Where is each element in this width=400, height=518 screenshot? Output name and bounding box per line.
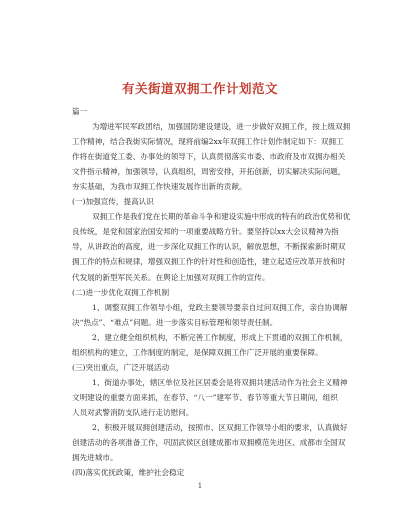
- paragraph-line: 文明建设的重要方面来抓，在春节、“八一”建军节、春节等重大节日期间，组织: [72, 392, 338, 402]
- section-heading: (一)加强宣传，提高认识: [72, 197, 154, 207]
- paragraph-line: 2、建立健全组织机构，不断完善工作制度，形成上下贯通的双拥工作机制，: [92, 332, 348, 342]
- paragraph-line: 人员对武警消防支队进行走访慰问。: [72, 407, 194, 417]
- paragraph-line: 工作精神，结合我街实际情况，现将前编2xx年双拥工作计划作制定如下：双拥工: [72, 137, 344, 147]
- paragraph-line: 创建活动的各项准备工作，巩固武侯区创建成都市双拥模范先进区、成都市全国双: [72, 437, 346, 447]
- section-label: 篇一: [72, 107, 88, 116]
- paragraph-line: 拥工作的特点和规律，增强双拥工作的针对性和创造性，建立起适应改革开放和时: [72, 257, 346, 267]
- paragraph-line: 1、街道办事处，辖区单位及社区居委会是将双拥共建活动作为社会主义精神: [92, 377, 348, 387]
- paragraph-line: 夯实基础，为我市双拥工作快速发展作出新的贡献。: [72, 182, 247, 192]
- paragraph-line: 代发展的新型军民关系。在舆论上加强对双拥工作的宣传。: [72, 272, 270, 282]
- paragraph-line: 2、积极开展双拥创建活动，按照市、区双拥工作领导小组的要求，认真做好: [92, 422, 348, 432]
- paragraph-line: 拥先进城市。: [72, 453, 118, 462]
- section-heading: (四)落实优抚政策，维护社会稳定: [72, 468, 185, 477]
- section-heading: (三)突出重点，广泛开展活动: [72, 362, 170, 372]
- page-number: 1: [197, 482, 203, 490]
- paragraph-line: 为增进军民军政团结，加强国防建设建设，进一步做好双拥工作，按上级双拥: [92, 122, 351, 131]
- paragraph-line: 良传统，是党和国家治国安邦的一项重要战略方针。要坚持以xx大会议精神为指: [72, 227, 339, 237]
- paragraph-line: 决“热点”、“难点”问题。进一步落实目标管理和领导责任制。: [72, 317, 278, 327]
- paragraph-line: 双拥工作是我们党在长期的革命斗争和建设实施中形成的特有的政治优势和优: [92, 212, 351, 222]
- paragraph-line: 作将在街道党工委、办事处的领导下，认真贯彻落实市委、市政府及市双拥办相关: [72, 152, 346, 162]
- paragraph-line: 组织机构的建立，工作制度的制定，是保障双拥工作广泛开展的重要保障。: [72, 347, 323, 357]
- paragraph-line: 1、调整双拥工作领导小组，党政主要领导要亲自过问双拥工作，亲自协调解: [92, 302, 348, 312]
- section-heading: (二)进一步优化双拥工作机制: [72, 287, 170, 297]
- paragraph-line: 导，从讲政治的高度，进一步深化双拥工作的认识，解放思想，不断探索新时期双: [72, 242, 346, 252]
- paragraph-line: 文件指示精神，加强领导，认真组织，周密安排，开拓创新，切实解决实际问题，: [72, 167, 346, 177]
- document-title: 有关街道双拥工作计划范文: [121, 81, 278, 96]
